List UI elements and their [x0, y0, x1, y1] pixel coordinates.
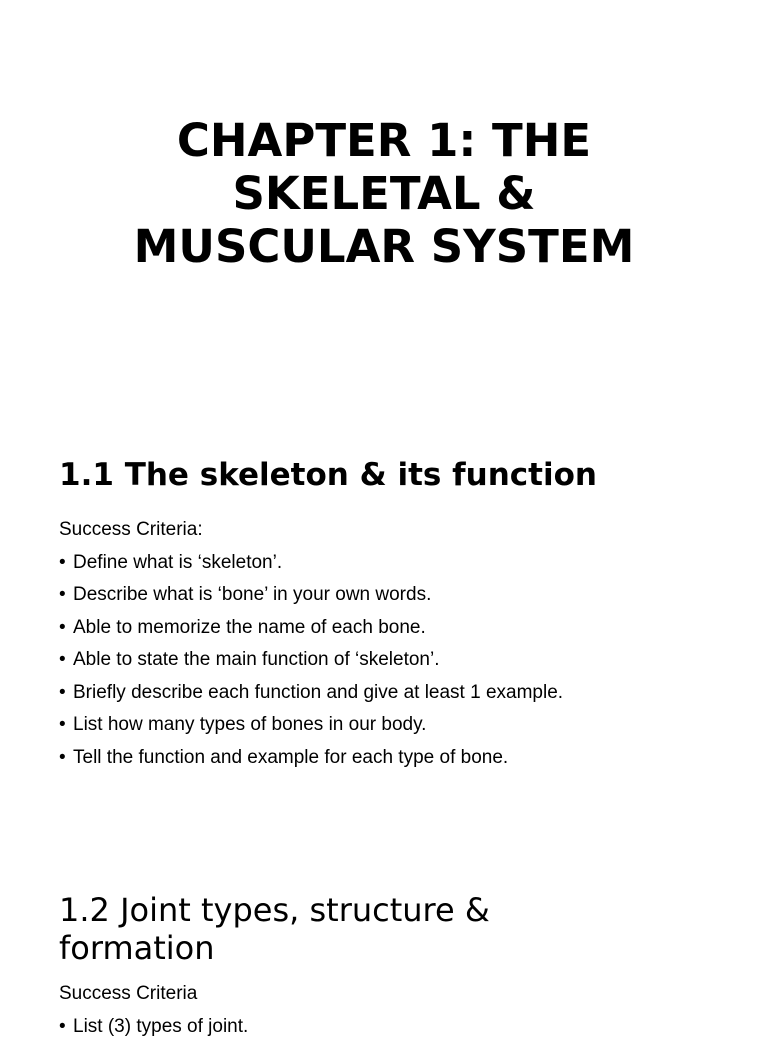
list-item-text: Able to memorize the name of each bone.	[73, 617, 426, 638]
list-item	[59, 579, 563, 612]
list-item	[59, 644, 563, 677]
section-2-heading-line: 1.2 Joint types, structure &	[59, 891, 490, 929]
section-2-heading-line: formation	[59, 929, 490, 967]
chapter-title-line: MUSCULAR SYSTEM	[0, 220, 768, 273]
bullet: •	[59, 579, 73, 612]
section-1-success-criteria	[59, 514, 563, 774]
list-item	[59, 742, 563, 775]
section-2-success-criteria	[59, 978, 248, 1043]
criteria-label: Success Criteria	[59, 978, 248, 1011]
list-item-text: Briefly describe each function and give at least 1 example.	[73, 682, 563, 703]
list-item-text: Define what is ‘skeleton’.	[73, 552, 282, 573]
bullet: •	[59, 742, 73, 775]
bullet: •	[59, 677, 73, 710]
chapter-title-line: CHAPTER 1: THE	[0, 114, 768, 167]
list-item-text: List how many types of bones in our body.	[73, 714, 426, 735]
chapter-title	[0, 114, 768, 273]
list-item-text: Tell the function and example for each type of bone.	[73, 747, 508, 768]
list-item	[59, 1011, 248, 1043]
chapter-title-line: SKELETAL &	[0, 167, 768, 220]
list-item-text: Describe what is ‘bone’ in your own words.	[73, 584, 431, 605]
bullet: •	[59, 709, 73, 742]
list-item	[59, 547, 563, 580]
list-item-text: List (3) types of joint.	[73, 1016, 248, 1037]
list-item	[59, 709, 563, 742]
bullet: •	[59, 547, 73, 580]
list-item	[59, 677, 563, 710]
list-item	[59, 612, 563, 645]
criteria-label: Success Criteria:	[59, 514, 563, 547]
bullet: •	[59, 1011, 73, 1043]
bullet: •	[59, 612, 73, 645]
bullet: •	[59, 644, 73, 677]
section-2-heading	[59, 891, 490, 967]
list-item-text: Able to state the main function of ‘skeleton’.	[73, 649, 440, 670]
section-1-heading: 1.1 The skeleton & its function	[59, 455, 597, 495]
